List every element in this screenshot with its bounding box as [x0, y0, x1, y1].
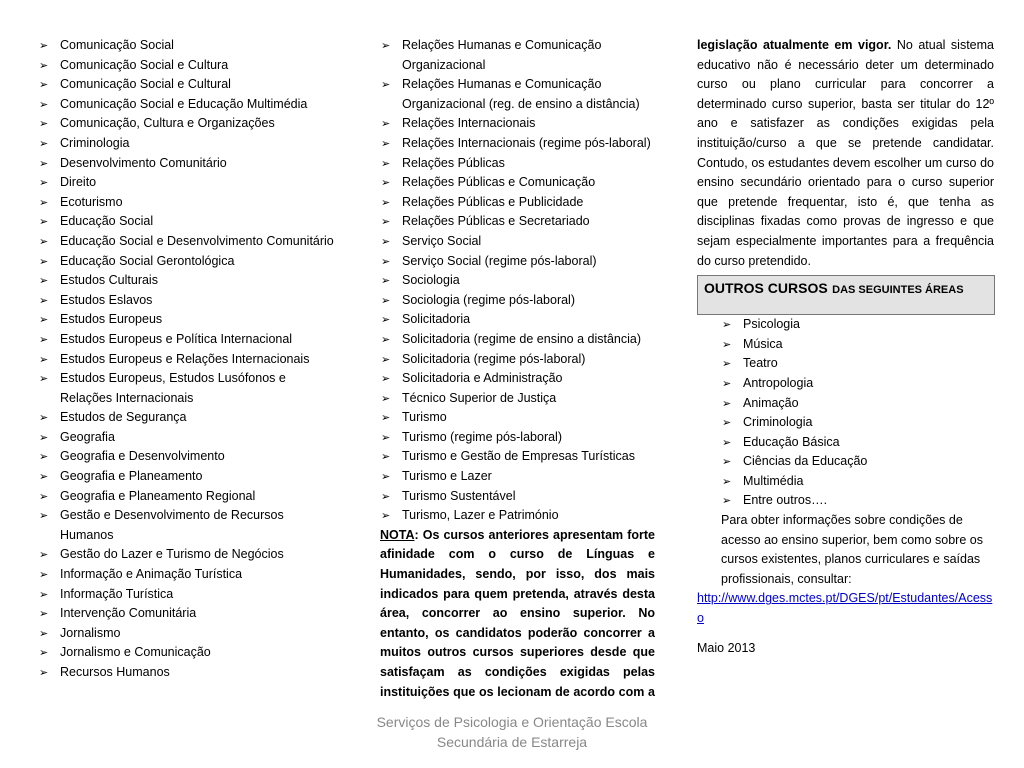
area-item: ➢ Teatro: [721, 354, 994, 374]
list-item: ➢ Turismo Sustentável: [380, 487, 655, 507]
list-item: ➢ Serviço Social: [380, 232, 655, 252]
list-item: ➢ Comunicação Social: [38, 36, 338, 56]
list-item: ➢ Relações Humanas e Comunicação Organizacional (reg. de ensino a distância): [380, 75, 655, 114]
list-item: ➢ Relações Humanas e Comunicação Organizacional: [380, 36, 655, 75]
nota-paragraph: [380, 526, 655, 702]
list-item: ➢ Jornalismo e Comunicação: [38, 643, 338, 663]
footer-text: Serviços de Psicologia e Orientação Escola Secundária de Estarreja: [376, 714, 648, 750]
intro-paragraph: [697, 36, 994, 271]
list-item: ➢ Turismo, Lazer e Património: [380, 506, 655, 526]
list-item: ➢ Criminologia: [38, 134, 338, 154]
list-item: ➢ Serviço Social (regime pós-laboral): [380, 252, 655, 272]
area-item: ➢ Entre outros….: [721, 491, 994, 511]
list-item: ➢ Comunicação, Cultura e Organizações: [38, 114, 338, 134]
list-item: ➢ Geografia e Planeamento: [38, 467, 338, 487]
list-item: ➢ Educação Social e Desenvolvimento Comunitário: [38, 232, 338, 252]
list-item: ➢ Estudos Europeus e Relações Internacionais: [38, 350, 338, 370]
other-courses-header: [697, 275, 995, 315]
column-middle: [380, 36, 655, 702]
nota-text: : Os cursos anteriores apresentam forte afinidade com o curso de Línguas e Humanidades, sendo, por isso, dos mais indicados para quem pretenda, através desta área, concorrer ao ensino superior. No entanto, os candidatos poderão concorrer a muitos outros cursos superiores desde que satisfaçam as condições exigidas pelas instituições que os lecionam de acordo com a: [380, 527, 655, 699]
list-item: ➢ Relações Públicas: [380, 154, 655, 174]
area-item: ➢ Música: [721, 335, 994, 355]
list-item: ➢ Estudos Europeus, Estudos Lusófonos e Relações Internacionais: [38, 369, 338, 408]
dges-link[interactable]: http://www.dges.mctes.pt/DGES/pt/Estudantes/Acesso: [697, 591, 993, 626]
list-item: ➢ Técnico Superior de Justiça: [380, 389, 655, 409]
list-item: ➢ Direito: [38, 173, 338, 193]
list-item: ➢ Relações Públicas e Comunicação: [380, 173, 655, 193]
area-item: ➢ Criminologia: [721, 413, 994, 433]
list-item: ➢ Relações Públicas e Publicidade: [380, 193, 655, 213]
list-item: ➢ Comunicação Social e Educação Multimédia: [38, 95, 338, 115]
date-label: Maio 2013: [697, 640, 756, 655]
list-item: ➢ Turismo e Lazer: [380, 467, 655, 487]
list-item: ➢ Relações Internacionais: [380, 114, 655, 134]
list-item: ➢ Estudos Europeus: [38, 310, 338, 330]
list-item: ➢ Intervenção Comunitária: [38, 604, 338, 624]
list-item: ➢ Solicitadoria (regime de ensino a distância): [380, 330, 655, 350]
intro-text: No atual sistema educativo não é necessário deter um determinado curso ou plano curricular para concorrer a determinado curso superior, basta ser titular do 12º ano e satisfazer as condições exigidas pela instituição/curso a que se pretende candidatar. Contudo, os estudantes devem escolher um curso do ensino secundário orientado para o curso superior que pretende frequentar, isto é, que tenha as disciplinas fixadas como provas de ingresso e que sejam especialmente importantes para a frequência do curso pretendido.: [697, 38, 994, 268]
list-item: ➢ Solicitadoria: [380, 310, 655, 330]
list-item: ➢ Geografia e Planeamento Regional: [38, 487, 338, 507]
list-item: ➢ Gestão e Desenvolvimento de Recursos Humanos: [38, 506, 338, 545]
list-item: ➢ Solicitadoria e Administração: [380, 369, 655, 389]
list-item: ➢ Relações Internacionais (regime pós-laboral): [380, 134, 655, 154]
list-item: ➢ Informação e Animação Turística: [38, 565, 338, 585]
list-item: ➢ Desenvolvimento Comunitário: [38, 154, 338, 174]
list-item: ➢ Solicitadoria (regime pós-laboral): [380, 350, 655, 370]
list-item: ➢ Geografia: [38, 428, 338, 448]
list-item: ➢ Turismo: [380, 408, 655, 428]
area-item: ➢ Antropologia: [721, 374, 994, 394]
list-item: ➢ Jornalismo: [38, 624, 338, 644]
intro-bold: legislação atualmente em vigor.: [697, 38, 892, 52]
course-list-left: [38, 36, 338, 683]
info-paragraph: Para obter informações sobre condições de acesso ao ensino superior, bem como sobre os cursos existentes, planos curriculares e saídas profissionais, consultar:: [721, 513, 983, 586]
list-item: ➢ Educação Social Gerontológica: [38, 252, 338, 272]
list-item: ➢ Comunicação Social e Cultura: [38, 56, 338, 76]
other-courses-title: OUTROS CURSOS: [704, 280, 828, 297]
list-item: ➢ Comunicação Social e Cultural: [38, 75, 338, 95]
list-item: ➢ Estudos Culturais: [38, 271, 338, 291]
list-item: ➢ Estudos Europeus e Política Internacional: [38, 330, 338, 350]
list-item: ➢ Gestão do Lazer e Turismo de Negócios: [38, 545, 338, 565]
area-item: ➢ Educação Básica: [721, 433, 994, 453]
list-item: ➢ Turismo (regime pós-laboral): [380, 428, 655, 448]
area-item: ➢ Psicologia: [721, 315, 994, 335]
list-item: ➢ Recursos Humanos: [38, 663, 338, 683]
list-item: ➢ Estudos de Segurança: [38, 408, 338, 428]
list-item: ➢ Relações Públicas e Secretariado: [380, 212, 655, 232]
other-courses-subtitle: DAS SEGUINTES ÁREAS: [832, 284, 964, 297]
list-item: ➢ Informação Turística: [38, 585, 338, 605]
area-item: ➢ Multimédia: [721, 472, 994, 492]
list-item: ➢ Estudos Eslavos: [38, 291, 338, 311]
area-item: ➢ Animação: [721, 394, 994, 414]
list-item: ➢ Geografia e Desenvolvimento: [38, 447, 338, 467]
course-list-middle: [380, 36, 655, 526]
list-item: ➢ Sociologia: [380, 271, 655, 291]
list-item: ➢ Turismo e Gestão de Empresas Turísticas: [380, 447, 655, 467]
list-item: ➢ Ecoturismo: [38, 193, 338, 213]
list-item: ➢ Educação Social: [38, 212, 338, 232]
nota-label: NOTA: [380, 527, 415, 542]
column-right: [697, 36, 994, 655]
column-left: [38, 36, 338, 683]
list-item: ➢ Sociologia (regime pós-laboral): [380, 291, 655, 311]
areas-list: [721, 315, 994, 511]
area-item: ➢ Ciências da Educação: [721, 452, 994, 472]
